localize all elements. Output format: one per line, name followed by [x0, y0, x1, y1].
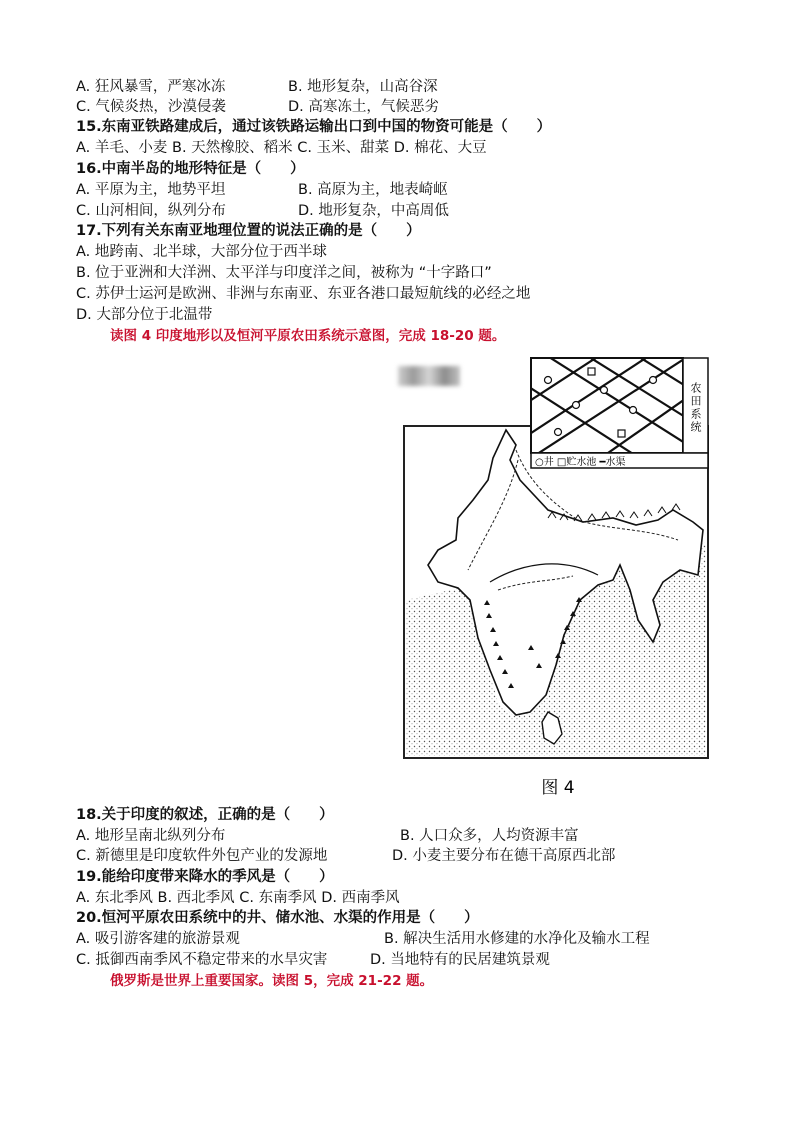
- farmland-inset: [531, 358, 683, 453]
- q18-option-a: A. 地形呈南北纵列分布: [76, 828, 226, 844]
- q20-option-b: B. 解决生活用水修建的水净化及输水工程: [384, 931, 650, 947]
- q17-stem: 17.下列有关东南亚地理位置的说法正确的是（ ）: [76, 223, 421, 239]
- q20-option-a: A. 吸引游客建的旅游景观: [76, 931, 240, 947]
- q20-stem: 20.恒河平原农田系统中的井、储水池、水渠的作用是（ ）: [76, 910, 479, 926]
- q15-stem: 15.东南亚铁路建成后，通过该铁路运输出口到中国的物资可能是（ ）: [76, 119, 552, 135]
- q14-option-d: D. 高寒冻土，气候恶劣: [288, 99, 439, 115]
- q18-stem: 18.关于印度的叙述，正确的是（ ）: [76, 807, 334, 823]
- q20-option-d: D. 当地特有的民居建筑景观: [370, 952, 550, 968]
- inset-title: 农田系统: [689, 382, 702, 434]
- figure-caption: 图 4: [541, 778, 575, 798]
- q16-option-b: B. 高原为主，地表崎岖: [298, 182, 448, 198]
- q16-option-a: A. 平原为主，地势平坦: [76, 182, 226, 198]
- q14-option-b: B. 地形复杂，山高谷深: [288, 79, 438, 95]
- instruction-18-20: 读图 4 印度地形以及恒河平原农田系统示意图，完成 18-20 题。: [110, 328, 506, 344]
- q14-option-c: C. 气候炎热，沙漠侵袭: [76, 99, 226, 115]
- map-legend: ○井 □贮水池 ━水渠: [535, 457, 626, 468]
- q18-option-d: D. 小麦主要分布在德干高原西北部: [392, 848, 616, 864]
- q14-option-a: A. 狂风暴雪，严寒冰冻: [76, 79, 226, 95]
- q17-option-a: A. 地跨南、北半球，大部分位于西半球: [76, 244, 327, 260]
- q18-option-b: B. 人口众多，人均资源丰富: [400, 828, 579, 844]
- q19-options: A. 东北季风 B. 西北季风 C. 东南季风 D. 西南季风: [76, 890, 400, 906]
- q16-option-d: D. 地形复杂，中高周低: [298, 203, 449, 219]
- q17-option-c: C. 苏伊士运河是欧洲、非洲与东南亚、东亚各港口最短航线的必经之地: [76, 286, 531, 302]
- q16-stem: 16.中南半岛的地形特征是（ ）: [76, 161, 305, 177]
- q17-option-b: B. 位于亚洲和大洋洲、太平洋与印度洋之间，被称为 “十字路口”: [76, 265, 492, 281]
- q16-option-c: C. 山河相间，纵列分布: [76, 203, 226, 219]
- india-map-figure: [398, 350, 716, 805]
- q17-option-d: D. 大部分位于北温带: [76, 307, 213, 323]
- instruction-21-22: 俄罗斯是世界上重要国家。读图 5，完成 21-22 题。: [110, 973, 434, 989]
- q20-option-c: C. 抵御西南季风不稳定带来的水旱灾害: [76, 952, 328, 968]
- q15-options: A. 羊毛、小麦 B. 天然橡胶、稻米 C. 玉米、甜菜 D. 棉花、大豆: [76, 140, 487, 156]
- q18-option-c: C. 新德里是印度软件外包产业的发源地: [76, 848, 328, 864]
- q19-stem: 19.能给印度带来降水的季风是（ ）: [76, 869, 334, 885]
